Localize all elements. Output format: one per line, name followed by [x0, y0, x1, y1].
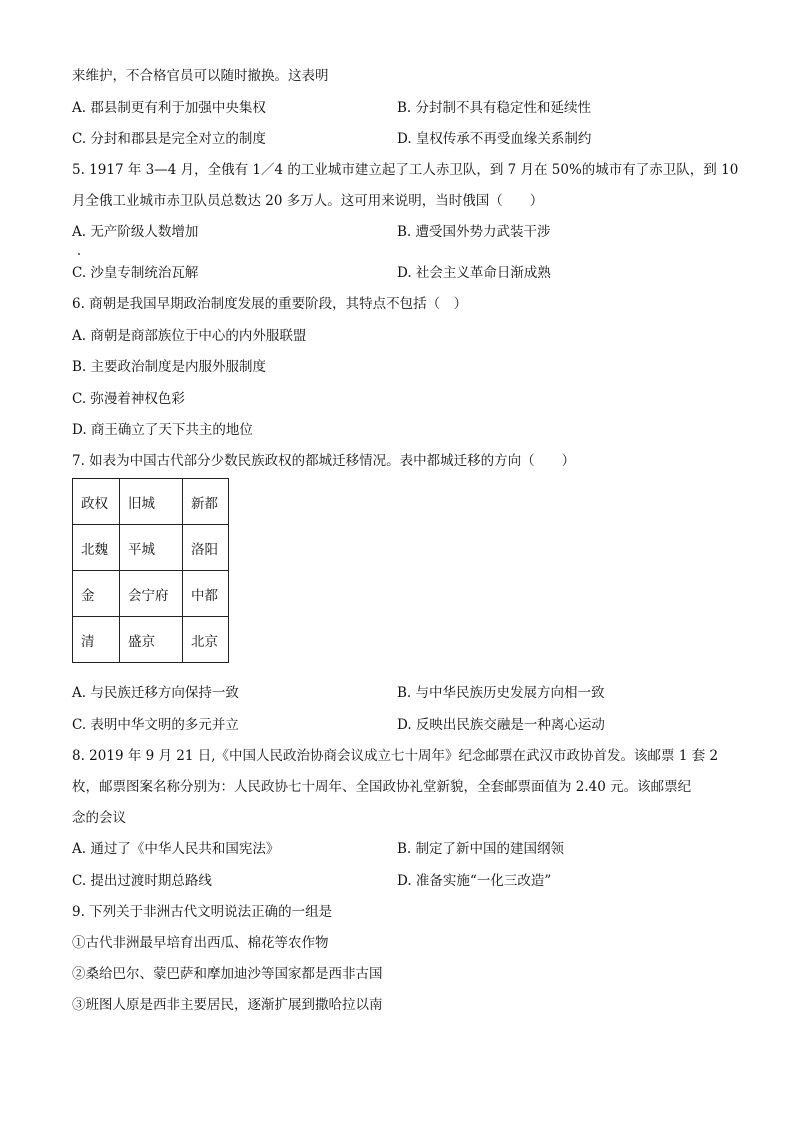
q8-option-c[interactable]: C. 提出过渡时期总路线 — [72, 873, 212, 889]
table-cell: 金 — [73, 571, 120, 617]
table-header-row — [73, 479, 229, 525]
table-cell: 会宁府 — [120, 571, 183, 617]
question-8-stem-line-1: 8. 2019 年 9 月 21 日,《中国人民政治协商会议成立七十周年》纪念邮票在武汉市政协首发。该邮票 1 套 2 — [72, 748, 719, 764]
capital-migration-table — [72, 478, 229, 663]
question-5-stem-line-1: 5. 1917 年 3—4 月，全俄有 1／4 的工业城市建立起了工人赤卫队，到 7 月在 50%的城市有了赤卫队，到 10 — [72, 162, 739, 178]
q9-statement-3: ③班图人原是西非主要居民，逐渐扩展到撒哈拉以南 — [72, 997, 383, 1013]
q5-option-c[interactable]: C. 沙皇专制统治瓦解 — [72, 265, 199, 281]
question-8-stem-line-3: 念的会议 — [72, 810, 126, 826]
table-cell: 清 — [73, 617, 120, 663]
table-cell: 盛京 — [120, 617, 183, 663]
q6-option-a[interactable]: A. 商朝是商部族位于中心的内外服联盟 — [72, 328, 307, 344]
option-c[interactable]: C. 分封和郡县是完全对立的制度 — [72, 131, 266, 147]
question-6-stem: 6. 商朝是我国早期政治制度发展的重要阶段，其特点不包括（ ） — [72, 296, 468, 312]
question-8-stem-line-2: 枚，邮票图案名称分别为：人民政协七十周年、全国政协礼堂新貌，全套邮票面值为 2.40 元。该邮票纪 — [72, 779, 692, 795]
table-row — [73, 571, 229, 617]
q7-option-a[interactable]: A. 与民族迁移方向保持一致 — [72, 685, 239, 701]
table-cell: 北京 — [183, 617, 229, 663]
stray-dot — [78, 253, 80, 255]
table-cell: 政权 — [73, 479, 120, 525]
option-d[interactable]: D. 皇权传承不再受血缘关系制约 — [397, 131, 592, 147]
q8-option-d[interactable]: D. 准备实施“一化三改造” — [397, 873, 552, 889]
table-cell: 中都 — [183, 571, 229, 617]
q9-statement-2: ②桑给巴尔、蒙巴萨和摩加迪沙等国家都是西非古国 — [72, 966, 383, 982]
table-cell: 新都 — [183, 479, 229, 525]
table-cell: 旧城 — [120, 479, 183, 525]
option-a[interactable]: A. 郡县制更有利于加强中央集权 — [72, 100, 266, 116]
question-5-stem-line-2: 月全俄工业城市赤卫队员总数达 20 多万人。这可用来说明，当时俄国（ ） — [72, 193, 544, 209]
question-7-stem: 7. 如表为中国古代部分少数民族政权的都城迁移情况。表中都城迁移的方向（ ） — [72, 453, 576, 469]
option-b[interactable]: B. 分封制不具有稳定性和延续性 — [397, 100, 592, 116]
table-cell: 平城 — [120, 525, 183, 571]
q7-option-d[interactable]: D. 反映出民族交融是一种离心运动 — [397, 717, 605, 733]
q5-option-a[interactable]: A. 无产阶级人数增加 — [72, 224, 199, 240]
q7-option-b[interactable]: B. 与中华民族历史发展方向相一致 — [397, 685, 605, 701]
question-9-stem: 9. 下列关于非洲古代文明说法正确的一组是 — [72, 904, 333, 920]
table-cell: 北魏 — [73, 525, 120, 571]
q5-option-b[interactable]: B. 遭受国外势力武装干涉 — [397, 224, 551, 240]
q6-option-c[interactable]: C. 弥漫着神权色彩 — [72, 391, 185, 407]
q7-option-c[interactable]: C. 表明中华文明的多元并立 — [72, 717, 239, 733]
q8-option-b[interactable]: B. 制定了新中国的建国纲领 — [397, 841, 565, 857]
table-cell: 洛阳 — [183, 525, 229, 571]
q5-option-d[interactable]: D. 社会主义革命日渐成熟 — [397, 265, 551, 281]
table-row — [73, 525, 229, 571]
q6-option-d[interactable]: D. 商王确立了天下共主的地位 — [72, 422, 253, 438]
q6-option-b[interactable]: B. 主要政治制度是内服外服制度 — [72, 359, 267, 375]
question-text-line: 来维护，不合格官员可以随时撤换。这表明 — [72, 68, 329, 84]
table-row — [73, 617, 229, 663]
q9-statement-1: ①古代非洲最早培育出西瓜、棉花等农作物 — [72, 935, 329, 951]
q8-option-a[interactable]: A. 通过了《中华人民共和国宪法》 — [72, 841, 280, 857]
